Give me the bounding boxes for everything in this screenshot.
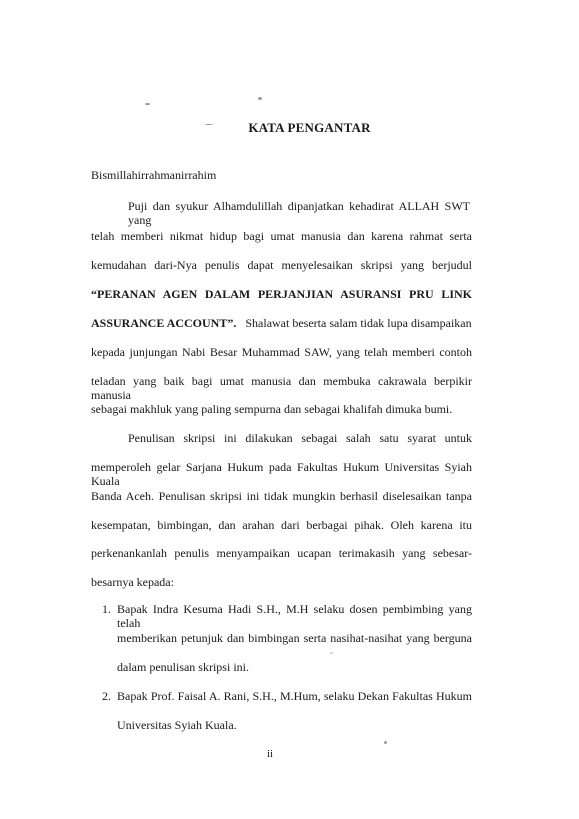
paragraph-1-line-5 (91, 316, 472, 330)
paragraph-2-line-4: kesempatan, bimbingan, dan arahan dari berbagai pihak. Oleh karena itu (91, 518, 472, 532)
paragraph-2-line-2: memperoleh gelar Sarjana Hukum pada Fakultas Hukum Universitas Syiah Kuala (91, 460, 472, 488)
paragraph-2-line-1: Penulisan skripsi ini dilakukan sebagai salah satu syarat untuk (128, 431, 472, 445)
list-item-1-number: 1. (102, 602, 111, 616)
paragraph-1-line-5-rest: Shalawat beserta salam tidak lupa disampaikan (245, 316, 472, 330)
list-item-1-line-2: memberikan petunjuk dan bimbingan serta nasihat-nasihat yang berguna (117, 631, 472, 645)
page-title: KATA PENGANTAR (248, 120, 371, 135)
list-item-1-line-3: dalam penulisan skripsi ini. (117, 660, 249, 674)
scan-speck (145, 103, 150, 105)
list-item-2-number: 2. (102, 689, 111, 703)
paragraph-1-line-8: sebagai makhluk yang paling sempurna dan sebagai khalifah dimuka bumi. (91, 402, 453, 416)
list-item-2-line-1: Bapak Prof. Faisal A. Rani, S.H., M.Hum, selaku Dekan Fakultas Hukum (117, 689, 472, 703)
list-item-2-line-2: Universitas Syiah Kuala. (117, 718, 237, 732)
paragraph-2-line-6: besarnya kepada: (91, 575, 174, 589)
skripsi-title-end: ASSURANCE ACCOUNT”. (91, 316, 237, 330)
paragraph-1-line-1: Puji dan syukur Alhamdulillah dipanjatkan kehadirat ALLAH SWT yang (128, 199, 470, 227)
paragraph-2-line-3: Banda Aceh. Penulisan skripsi ini tidak mungkin berhasil diselesaikan tanpa (91, 489, 472, 503)
paragraph-1-line-7: teladan yang baik bagi umat manusia dan membuka cakrawala berpikir manusia (91, 374, 472, 402)
paragraph-1-line-4: “PERANAN AGEN DALAM PERJANJIAN ASURANSI PRU LINK (91, 287, 472, 301)
scan-speck (330, 652, 333, 654)
page-number: ii (267, 748, 274, 760)
paragraph-2-line-5: perkenankanlah penulis menyampaikan ucapan terimakasih yang sebesar- (91, 546, 472, 560)
paragraph-1-line-3: kemudahan dari-Nya penulis dapat menyelesaikan skripsi yang berjudul (91, 258, 472, 272)
paragraph-1-line-6: kepada junjungan Nabi Besar Muhammad SAW, yang telah memberi contoh (91, 345, 472, 359)
scan-speck (258, 97, 262, 100)
list-item-1-line-1: Bapak Indra Kesuma Hadi S.H., M.H selaku dosen pembimbing yang telah (117, 602, 472, 630)
paragraph-1-line-2: telah memberi nikmat hidup bagi umat manusia dan karena rahmat serta (91, 229, 472, 243)
opening-line: Bismillahirrahmanirrahim (91, 168, 217, 182)
scan-speck (384, 741, 387, 744)
